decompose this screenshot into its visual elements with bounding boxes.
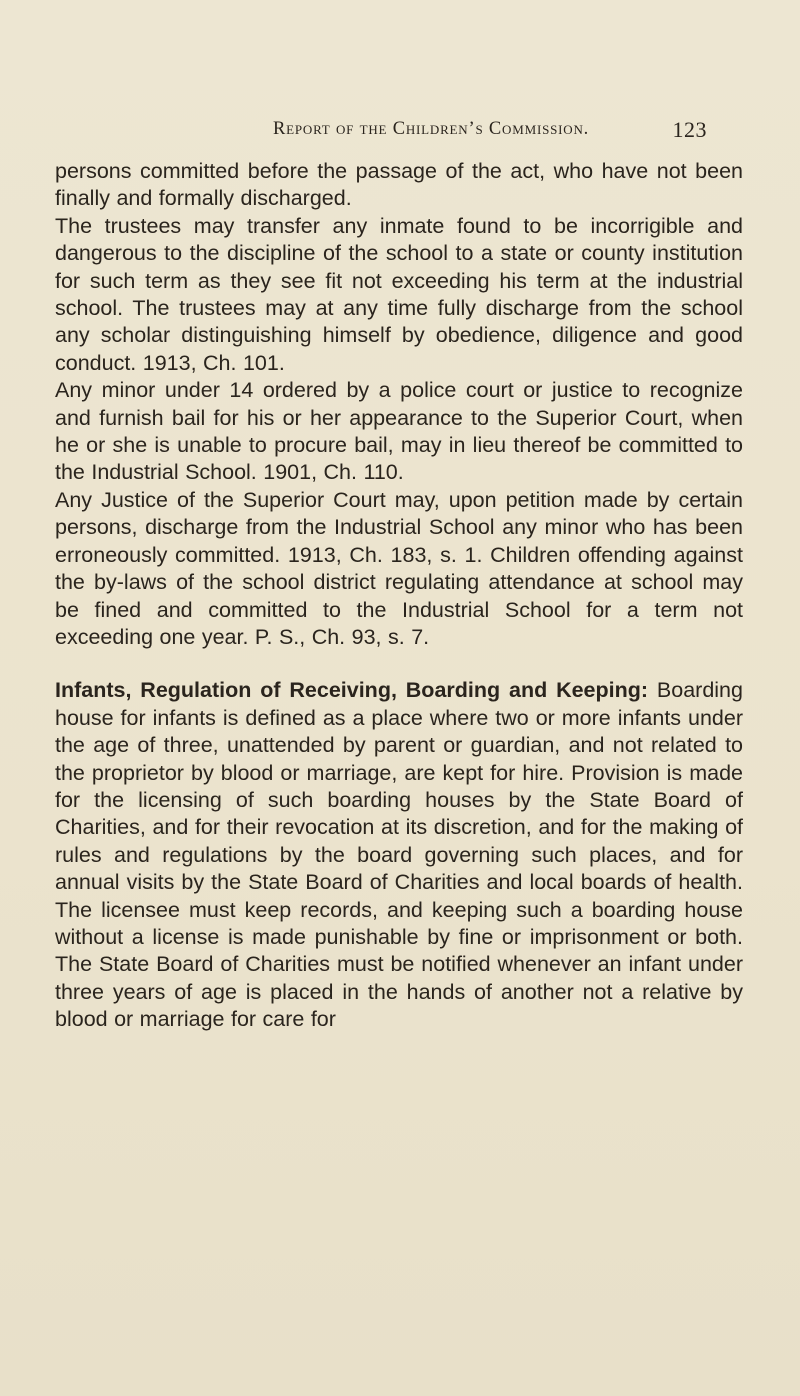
body-text (55, 158, 743, 1034)
paragraph: Any minor under 14 ordered by a police court or justice to recognize and furnish bail for his or her appearance to the Superior Court, when he or she is unable to procure bail, may in lieu thereof be committed to the Industrial School. 1901, Ch. 110. (55, 378, 743, 485)
running-header (273, 117, 707, 147)
section-paragraph (55, 677, 743, 1033)
paragraph: persons committed before the passage of the act, who have not been finally and formally discharged. (55, 159, 743, 211)
paragraph: Any Justice of the Superior Court may, upon petition made by certain persons, discharge from the Industrial School any minor who has been erroneously committed. 1913, Ch. 183, s. 1. Children offending against the by-laws of the school district regulating attendance at school may be fined and committed to the Industrial School for a term not exceeding one year. P. S., Ch. 93, s. 7. (55, 487, 743, 649)
section-text: Boarding house for infants is defined as a place where two or more infants under the age of three, unattended by parent or guardian, and not related to the proprietor by blood or marriage, are kept for hire. Provision is made for the licensing of such boarding houses by the State Board of Charities, and for their revocation at its discretion, and for the making of rules and regulations by the board governing such places, and for annual visits by the State Board of Charities and local boards of health. The licensee must keep records, and keeping such a boarding house without a license is made punishable by fine or imprisonment or both. The State Board of Charities must be notified whenever an infant under three years of age is placed in the hands of another not a relative by blood or marriage for care for (55, 678, 743, 1032)
page-number: 123 (672, 117, 707, 142)
paragraph: The trustees may transfer any inmate found to be incorrigible and dangerous to the discipline of the school to a state or county institution for such term as they see fit not exceeding his term at the industrial school. The trustees may at any time fully discharge from the school any scholar distinguishing himself by obedience, diligence and good conduct. 1913, Ch. 101. (55, 213, 743, 375)
running-title: Report of the Children’s Commission. (273, 119, 590, 139)
section-heading: Infants, Regulation of Receiving, Boarding and Keeping: (55, 678, 649, 703)
